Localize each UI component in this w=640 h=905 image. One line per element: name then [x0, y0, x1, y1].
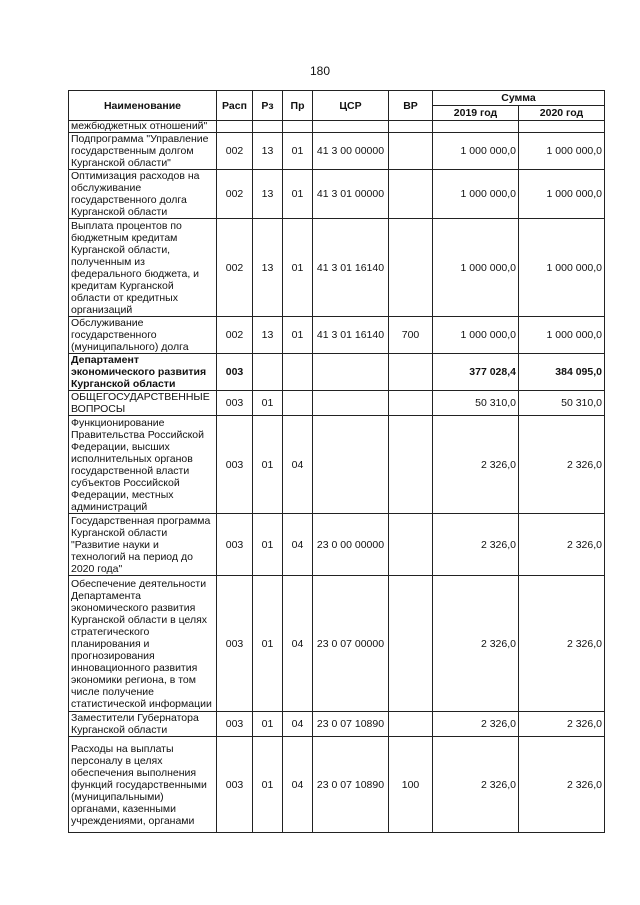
cell-csr: [313, 121, 389, 133]
cell-rasp: 003: [217, 737, 253, 833]
cell-rasp: 002: [217, 317, 253, 354]
cell-rasp: 003: [217, 514, 253, 576]
cell-rasp: 003: [217, 576, 253, 712]
cell-pr: 01: [283, 219, 313, 317]
cell-rz: 01: [253, 514, 283, 576]
cell-2020: 2 326,0: [519, 712, 605, 737]
cell-csr: [313, 354, 389, 391]
cell-pr: 04: [283, 712, 313, 737]
cell-rz: [253, 354, 283, 391]
cell-2020: 1 000 000,0: [519, 170, 605, 219]
cell-vr: [389, 133, 433, 170]
cell-2019: 2 326,0: [433, 576, 519, 712]
table-body: [69, 121, 605, 833]
cell-rasp: 002: [217, 170, 253, 219]
cell-vr: [389, 576, 433, 712]
cell-2020: 1 000 000,0: [519, 317, 605, 354]
cell-pr: 01: [283, 317, 313, 354]
cell-2019: 2 326,0: [433, 737, 519, 833]
cell-pr: [283, 121, 313, 133]
cell-name: Государственная программа Курганской области "Развитие науки и технологий на период до 2020 года": [69, 514, 217, 576]
header-rz: Рз: [253, 91, 283, 121]
cell-rz: 01: [253, 416, 283, 514]
cell-2019: 1 000 000,0: [433, 170, 519, 219]
cell-rasp: 003: [217, 712, 253, 737]
header-name: Наименование: [69, 91, 217, 121]
cell-pr: 01: [283, 133, 313, 170]
cell-vr: [389, 354, 433, 391]
cell-name: межбюджетных отношений": [69, 121, 217, 133]
cell-pr: 04: [283, 514, 313, 576]
cell-csr: 41 3 01 16140: [313, 317, 389, 354]
cell-name: ОБЩЕГОСУДАРСТВЕННЫЕ ВОПРОСЫ: [69, 391, 217, 416]
cell-2020: 2 326,0: [519, 416, 605, 514]
cell-pr: 01: [283, 170, 313, 219]
cell-pr: 04: [283, 737, 313, 833]
table-row: [69, 133, 605, 170]
cell-2020: 2 326,0: [519, 576, 605, 712]
cell-2020: 1 000 000,0: [519, 219, 605, 317]
cell-vr: 100: [389, 737, 433, 833]
cell-rasp: 002: [217, 133, 253, 170]
cell-csr: [313, 391, 389, 416]
cell-name: Обеспечение деятельности Департамента экономического развития Курганской области в целях стратегического планирования и прогнозирования инновационного развития экономики региона, в том числе получение статистической информации: [69, 576, 217, 712]
cell-2019: [433, 121, 519, 133]
cell-rasp: 003: [217, 354, 253, 391]
cell-pr: 04: [283, 416, 313, 514]
cell-rz: [253, 121, 283, 133]
cell-csr: [313, 416, 389, 514]
cell-2020: 384 095,0: [519, 354, 605, 391]
table-row: [69, 576, 605, 712]
table-row: [69, 354, 605, 391]
cell-pr: [283, 354, 313, 391]
cell-pr: 04: [283, 576, 313, 712]
cell-vr: [389, 121, 433, 133]
cell-vr: 700: [389, 317, 433, 354]
cell-name: Выплата процентов по бюджетным кредитам Курганской области, полученным из федерального бюджета, и кредитам Курганской области от кредитных организаций: [69, 219, 217, 317]
cell-2020: 1 000 000,0: [519, 133, 605, 170]
cell-csr: 41 3 00 00000: [313, 133, 389, 170]
cell-csr: 41 3 01 16140: [313, 219, 389, 317]
cell-rz: 01: [253, 712, 283, 737]
cell-2019: 377 028,4: [433, 354, 519, 391]
cell-2019: 1 000 000,0: [433, 219, 519, 317]
page-number: 180: [309, 64, 331, 78]
cell-2019: 2 326,0: [433, 416, 519, 514]
cell-rz: 13: [253, 219, 283, 317]
cell-name: Оптимизация расходов на обслуживание государственного долга Курганской области: [69, 170, 217, 219]
cell-2019: 1 000 000,0: [433, 317, 519, 354]
cell-rz: 13: [253, 133, 283, 170]
cell-csr: 41 3 01 00000: [313, 170, 389, 219]
cell-pr: [283, 391, 313, 416]
cell-rasp: [217, 121, 253, 133]
cell-vr: [389, 170, 433, 219]
header-csr: ЦСР: [313, 91, 389, 121]
cell-2020: 2 326,0: [519, 737, 605, 833]
cell-vr: [389, 712, 433, 737]
cell-2019: 1 000 000,0: [433, 133, 519, 170]
table-row: [69, 317, 605, 354]
cell-rz: 01: [253, 737, 283, 833]
cell-rasp: 002: [217, 219, 253, 317]
cell-2019: 50 310,0: [433, 391, 519, 416]
cell-2020: [519, 121, 605, 133]
cell-rz: 01: [253, 576, 283, 712]
header-2019: 2019 год: [433, 106, 519, 121]
cell-csr: 23 0 00 00000: [313, 514, 389, 576]
cell-2020: 50 310,0: [519, 391, 605, 416]
cell-csr: 23 0 07 10890: [313, 737, 389, 833]
cell-name: Обслуживание государственного (муниципального) долга: [69, 317, 217, 354]
table-row: [69, 219, 605, 317]
cell-csr: 23 0 07 00000: [313, 576, 389, 712]
cell-name: Функционирование Правительства Российской Федерации, высших исполнительных органов государственной власти субъектов Российской Федерации, местных администраций: [69, 416, 217, 514]
cell-vr: [389, 514, 433, 576]
table-row: [69, 712, 605, 737]
table-row: [69, 170, 605, 219]
cell-vr: [389, 391, 433, 416]
cell-name: Подпрограмма "Управление государственным долгом Курганской области": [69, 133, 217, 170]
cell-name: Заместители Губернатора Курганской области: [69, 712, 217, 737]
table-row: [69, 416, 605, 514]
header-2020: 2020 год: [519, 106, 605, 121]
cell-csr: 23 0 07 10890: [313, 712, 389, 737]
header-vr: ВР: [389, 91, 433, 121]
table-row: [69, 737, 605, 833]
table-row: [69, 514, 605, 576]
cell-vr: [389, 219, 433, 317]
cell-name: Расходы на выплаты персоналу в целях обеспечения выполнения функций государственными (муниципальными) органами, казенными учреждениями, органами: [69, 737, 217, 833]
header-sum: Сумма: [433, 91, 605, 106]
table-row: [69, 391, 605, 416]
cell-2019: 2 326,0: [433, 712, 519, 737]
cell-rz: 01: [253, 391, 283, 416]
cell-rz: 13: [253, 317, 283, 354]
cell-rz: 13: [253, 170, 283, 219]
budget-table: [68, 90, 605, 833]
table-row: [69, 121, 605, 133]
cell-name: Департамент экономического развития Курганской области: [69, 354, 217, 391]
cell-2019: 2 326,0: [433, 514, 519, 576]
cell-vr: [389, 416, 433, 514]
cell-rasp: 003: [217, 416, 253, 514]
cell-rasp: 003: [217, 391, 253, 416]
header-rasp: Расп: [217, 91, 253, 121]
cell-2020: 2 326,0: [519, 514, 605, 576]
header-pr: Пр: [283, 91, 313, 121]
